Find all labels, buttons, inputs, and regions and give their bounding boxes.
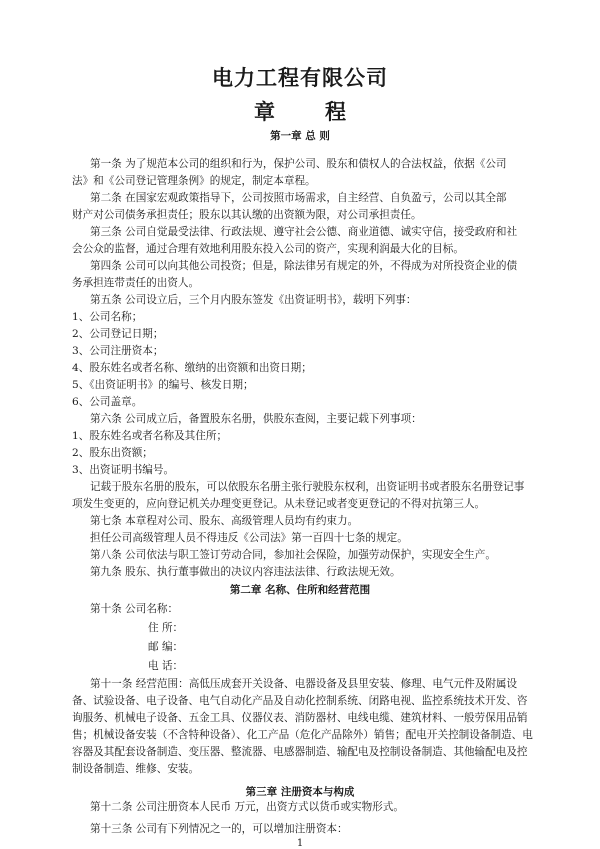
page-number: 1: [296, 838, 304, 849]
list-item: 6、公司盖章。: [72, 396, 143, 408]
article-11-line-2: 备、试验设备、电子设备、电气自动化产品及自动化控制系统、闭路电视、监控系统技术开发、咨: [72, 695, 528, 707]
article-1-line-2: 法》和《公司登记管理条例》的规定，制定本章程。: [72, 175, 316, 187]
company-title: 电力工程有限公司: [212, 66, 388, 90]
article-11-line-4: 售；机械设备安装（不含特种设备）、化工产品（危化产品除外）销售；配电开关控制设备制造、电: [72, 729, 533, 741]
article-7-line-1: 第七条 本章程对公司、股东、高级管理人员均有约束力。: [90, 515, 359, 527]
chapter-heading-2: 第二章 名称、住所和经营范围: [229, 584, 371, 596]
article-12-line: 第十二条 公司注册资本人民币 万元，出资方式以货币或实物形式。: [90, 801, 404, 813]
list-item: 1、公司名称；: [72, 311, 143, 323]
article-7-line-2: 担任公司高级管理人员不得违反《公司法》第一百四十七条的规定。: [90, 532, 408, 544]
article-6-line-1: 第六条 公司成立后，备置股东名册，供股东查阅，主要记载下列事项：: [90, 413, 422, 425]
article-10-company-name: 第十条 公司名称：: [90, 603, 179, 615]
list-item: 5、《出资证明书》的编号、核发日期；: [72, 379, 254, 391]
article-1-line-1: 第一条 为了规范本公司的组织和行为，保护公司、股东和债权人的合法权益，依据《公司: [90, 158, 507, 170]
article-10-address: 住 所：: [148, 622, 184, 634]
article-4-line-2: 务承担连带责任的出资人。: [72, 277, 200, 289]
article-11-line-3: 询服务、机械电子设备、五金工具、仪器仪表、消防器材、电线电缆、建筑材料、一般劳保用品销: [72, 712, 528, 724]
shareholder-register-line-1: 记载于股东名册的股东，可以依股东名册主张行驶股东权利，出资证明书或者股东名册登记事: [90, 481, 525, 493]
document-title-part-a: 章: [254, 100, 275, 124]
article-4-line-1: 第四条 公司可以向其他公司投资；但是，除法律另有规定的外，不得成为对所投资企业的债: [90, 260, 518, 272]
article-2-line-1: 第二条 在国家宏观政策指导下，公司按照市场需求，自主经营、自负盈亏，公司以其全部: [90, 192, 507, 204]
chapter-heading-3: 第三章 注册资本与构成: [245, 786, 355, 798]
list-item: 4、股东姓名或者名称、缴纳的出资额和出资日期；: [72, 362, 312, 374]
document-title-part-b: 程: [325, 100, 346, 124]
list-item: 2、股东出资额；: [72, 447, 153, 459]
article-2-line-2: 财产对公司债务承担责任；股东以其认缴的出资额为限，对公司承担责任。: [72, 209, 422, 221]
article-10-postcode: 邮 编：: [148, 641, 184, 653]
article-11-line-1: 第十一条 经营范围：高低压成套开关设备、电器设备及县里安装、修理、电气元件及附属设: [90, 678, 518, 690]
document-title: [0, 96, 600, 126]
article-11-line-6: 制设备制造、维修、安装。: [72, 763, 200, 775]
list-item: 2、公司登记日期；: [72, 328, 164, 340]
article-8-line: 第八条 公司依法与职工签订劳动合同，参加社会保险，加强劳动保护，实现安全生产。: [90, 549, 496, 561]
chapter-heading-1: 第一章 总 则: [270, 130, 330, 142]
list-item: 3、公司注册资本；: [72, 345, 164, 357]
article-3-line-1: 第三条 公司自觉最受法律、行政法规、遵守社会公德、商业道德、诚实守信，接受政府和社: [90, 226, 518, 238]
shareholder-register-line-2: 项发生变更的，应向登记机关办理变更登记。从未登记或者变更登记的不得对抗第三人。: [72, 498, 486, 510]
article-5-line-1: 第五条 公司设立后，三个月内股东签发《出资证明书》，载明下列事：: [90, 294, 417, 306]
article-3-line-2: 会公众的监督，通过合理有效地利用股东投入公司的资产，实现利润最大化的目标。: [72, 243, 464, 255]
list-item: 3、出资证明书编号。: [72, 464, 175, 476]
list-item: 1、股东姓名或者名称及其住所；: [72, 430, 228, 442]
article-10-phone: 电 话：: [148, 660, 184, 672]
article-13-line: 第十三条 公司有下列情况之一的，可以增加注册资本：: [90, 823, 348, 835]
article-11-line-5: 容器及其配套设备制造、变压器、整流器、电感器制造、输配电及控制设备制造、其他输配电及控: [72, 746, 528, 758]
article-9-line: 第九条 股东、执行董事做出的决议内容违法法律、行政法规无效。: [90, 566, 401, 578]
